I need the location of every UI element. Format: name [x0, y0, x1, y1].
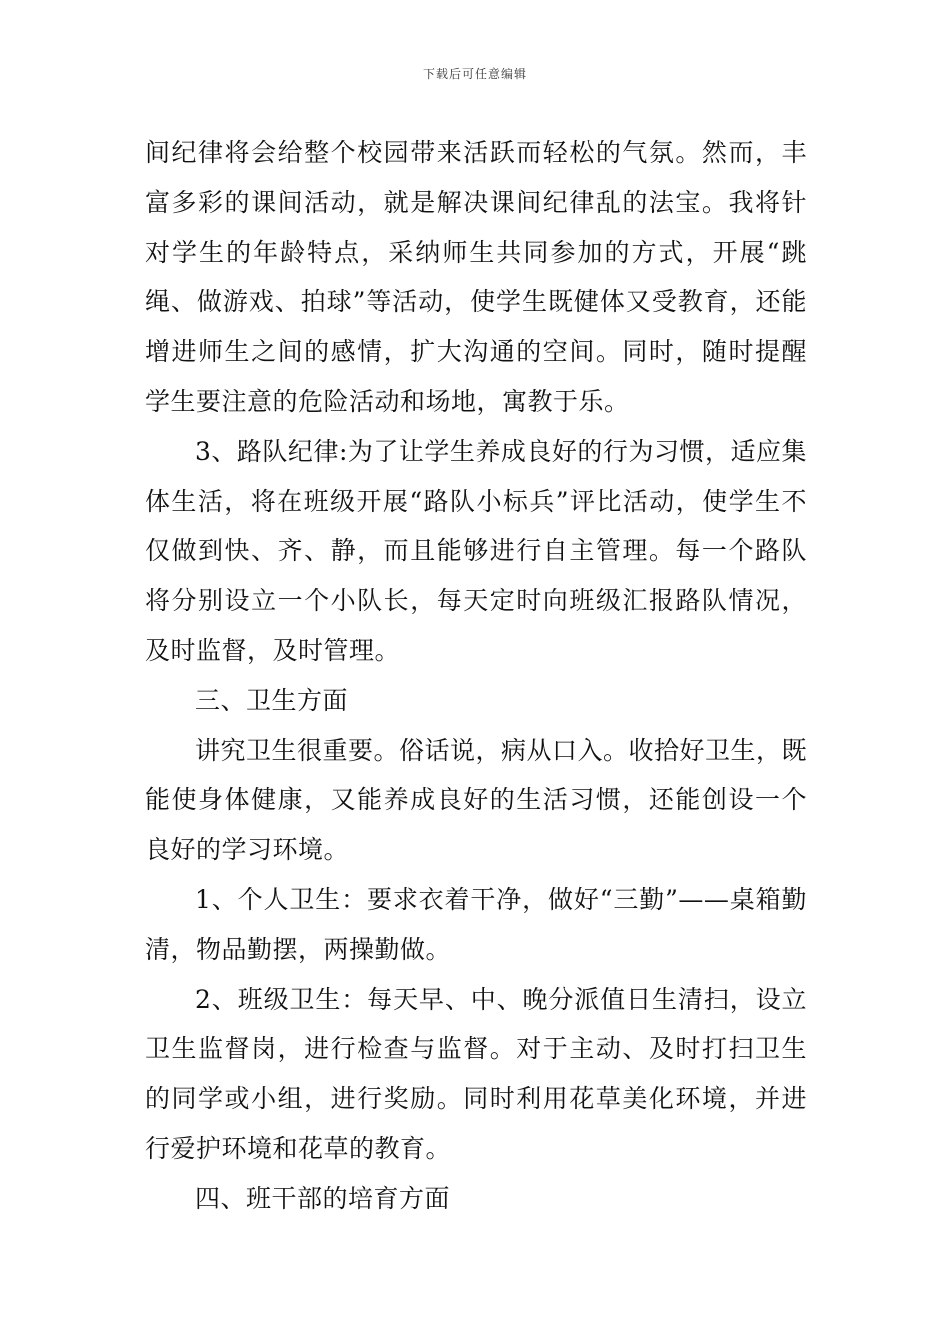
section-heading-class-cadres: 四、班干部的培育方面 — [195, 1183, 451, 1213]
paragraph-hygiene-intro: 讲究卫生很重要。俗话说，病从口入。收拾好卫生，既能使身体健康，又能养成良好的生活习惯，还能创设一个良好的学习环境。 — [145, 735, 808, 865]
paragraph-personal-hygiene: 1、个人卫生：要求衣着干净，做好“三勤”——桌箱勤清，物品勤摆，两操勤做。 — [145, 884, 807, 964]
document-body — [145, 128, 807, 1224]
section-heading-hygiene: 三、卫生方面 — [195, 685, 349, 715]
paragraph-class-hygiene: 2、班级卫生：每天早、中、晚分派值日生清扫，设立卫生监督岗，进行检查与监督。对于主动、及时打扫卫生的同学或小组，进行奖励。同时利用花草美化环境，并进行爱护环境和花草的教育。 — [145, 984, 807, 1163]
paragraph-line-discipline: 3、路队纪律:为了让学生养成良好的行为习惯，适应集体生活，将在班级开展“路队小标兵”评比活动，使学生不仅做到快、齐、静，而且能够进行自主管理。每一个路队将分别设立一个小队长，每天定时向班级汇报路队情况，及时监督，及时管理。 — [145, 436, 807, 665]
paragraph-class-break-discipline: 间纪律将会给整个校园带来活跃而轻松的气氛。然而，丰富多彩的课间活动，就是解决课间纪律乱的法宝。我将针对学生的年龄特点，采纳师生共同参加的方式，开展“跳绳、做游戏、拍球”等活动，使学生既健体又受教育，还能增进师生之间的感情，扩大沟通的空间。同时，随时提醒学生要注意的危险活动和场地，寓教于乐。 — [145, 138, 807, 416]
page-header-note: 下载后可任意编辑 — [422, 67, 527, 81]
